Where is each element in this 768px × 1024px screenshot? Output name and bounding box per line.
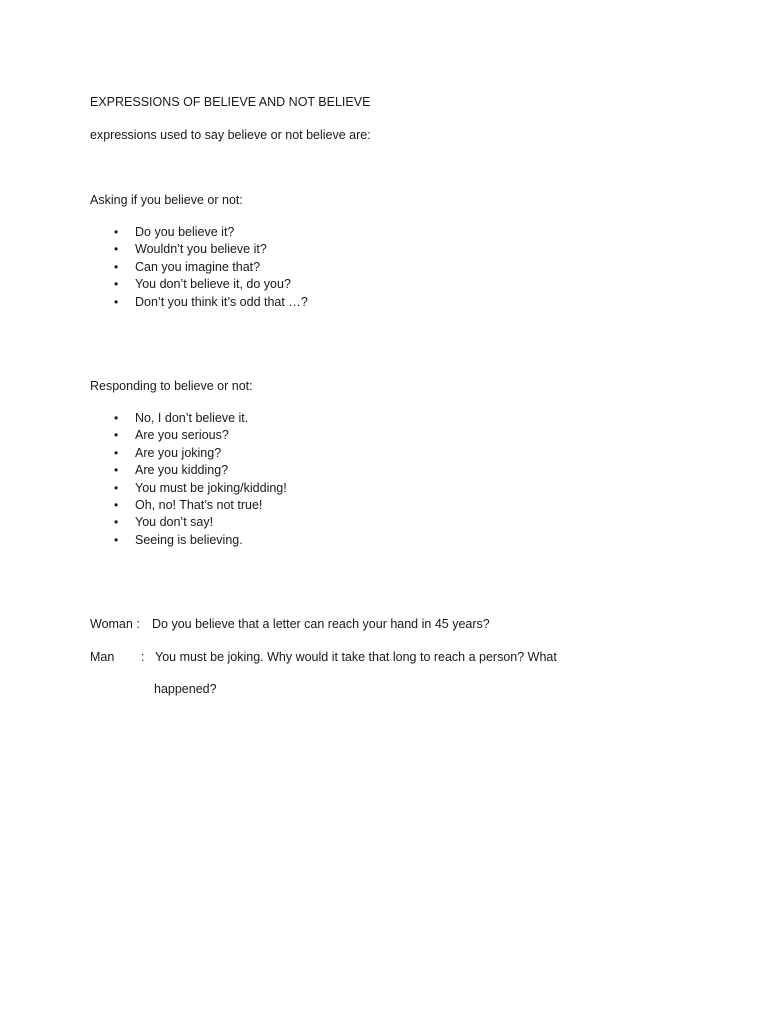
list-item: • Are you joking? — [90, 445, 287, 462]
list-item: • You must be joking/kidding! — [90, 480, 287, 497]
bullet-icon: • — [114, 515, 119, 530]
bullet-icon: • — [114, 445, 119, 460]
list-item: • Don’t you think it’s odd that …? — [90, 294, 308, 311]
list-item: • Can you imagine that? — [90, 259, 308, 276]
asking-heading: Asking if you believe or not: — [90, 193, 243, 207]
man-label: Man — [90, 650, 115, 664]
bullet-icon: • — [114, 294, 119, 309]
woman-label: Woman : — [90, 617, 140, 631]
list-item: • Are you serious? — [90, 427, 287, 444]
bullet-icon: • — [114, 428, 119, 443]
list-item: • Oh, no! That’s not true! — [90, 497, 287, 514]
responding-heading: Responding to believe or not: — [90, 379, 253, 393]
list-item: • Do you believe it? — [90, 224, 308, 241]
man-colon: : — [141, 650, 145, 664]
responding-list — [90, 410, 287, 549]
list-item: • You don’t say! — [90, 514, 287, 531]
list-item: • Wouldn’t you believe it? — [90, 241, 308, 258]
list-item: • Seeing is believing. — [90, 532, 287, 549]
bullet-icon: • — [114, 242, 119, 257]
asking-list — [90, 224, 308, 311]
man-line-1: You must be joking. Why would it take that long to reach a person? What — [155, 650, 557, 664]
bullet-icon: • — [114, 532, 119, 547]
bullet-icon: • — [114, 277, 119, 292]
bullet-icon: • — [114, 411, 119, 425]
list-item: • You don’t believe it, do you? — [90, 276, 308, 293]
woman-line: Do you believe that a letter can reach your hand in 45 years? — [152, 617, 490, 631]
document-title: EXPRESSIONS OF BELIEVE AND NOT BELIEVE — [90, 95, 371, 109]
man-line-2: happened? — [154, 682, 217, 696]
bullet-icon: • — [114, 225, 119, 239]
list-item: • Are you kidding? — [90, 462, 287, 479]
list-item: • No, I don’t believe it. — [90, 410, 287, 427]
bullet-icon: • — [114, 463, 119, 478]
bullet-icon: • — [114, 259, 119, 274]
bullet-icon: • — [114, 480, 119, 495]
intro-text: expressions used to say believe or not believe are: — [90, 128, 371, 142]
bullet-icon: • — [114, 497, 119, 512]
